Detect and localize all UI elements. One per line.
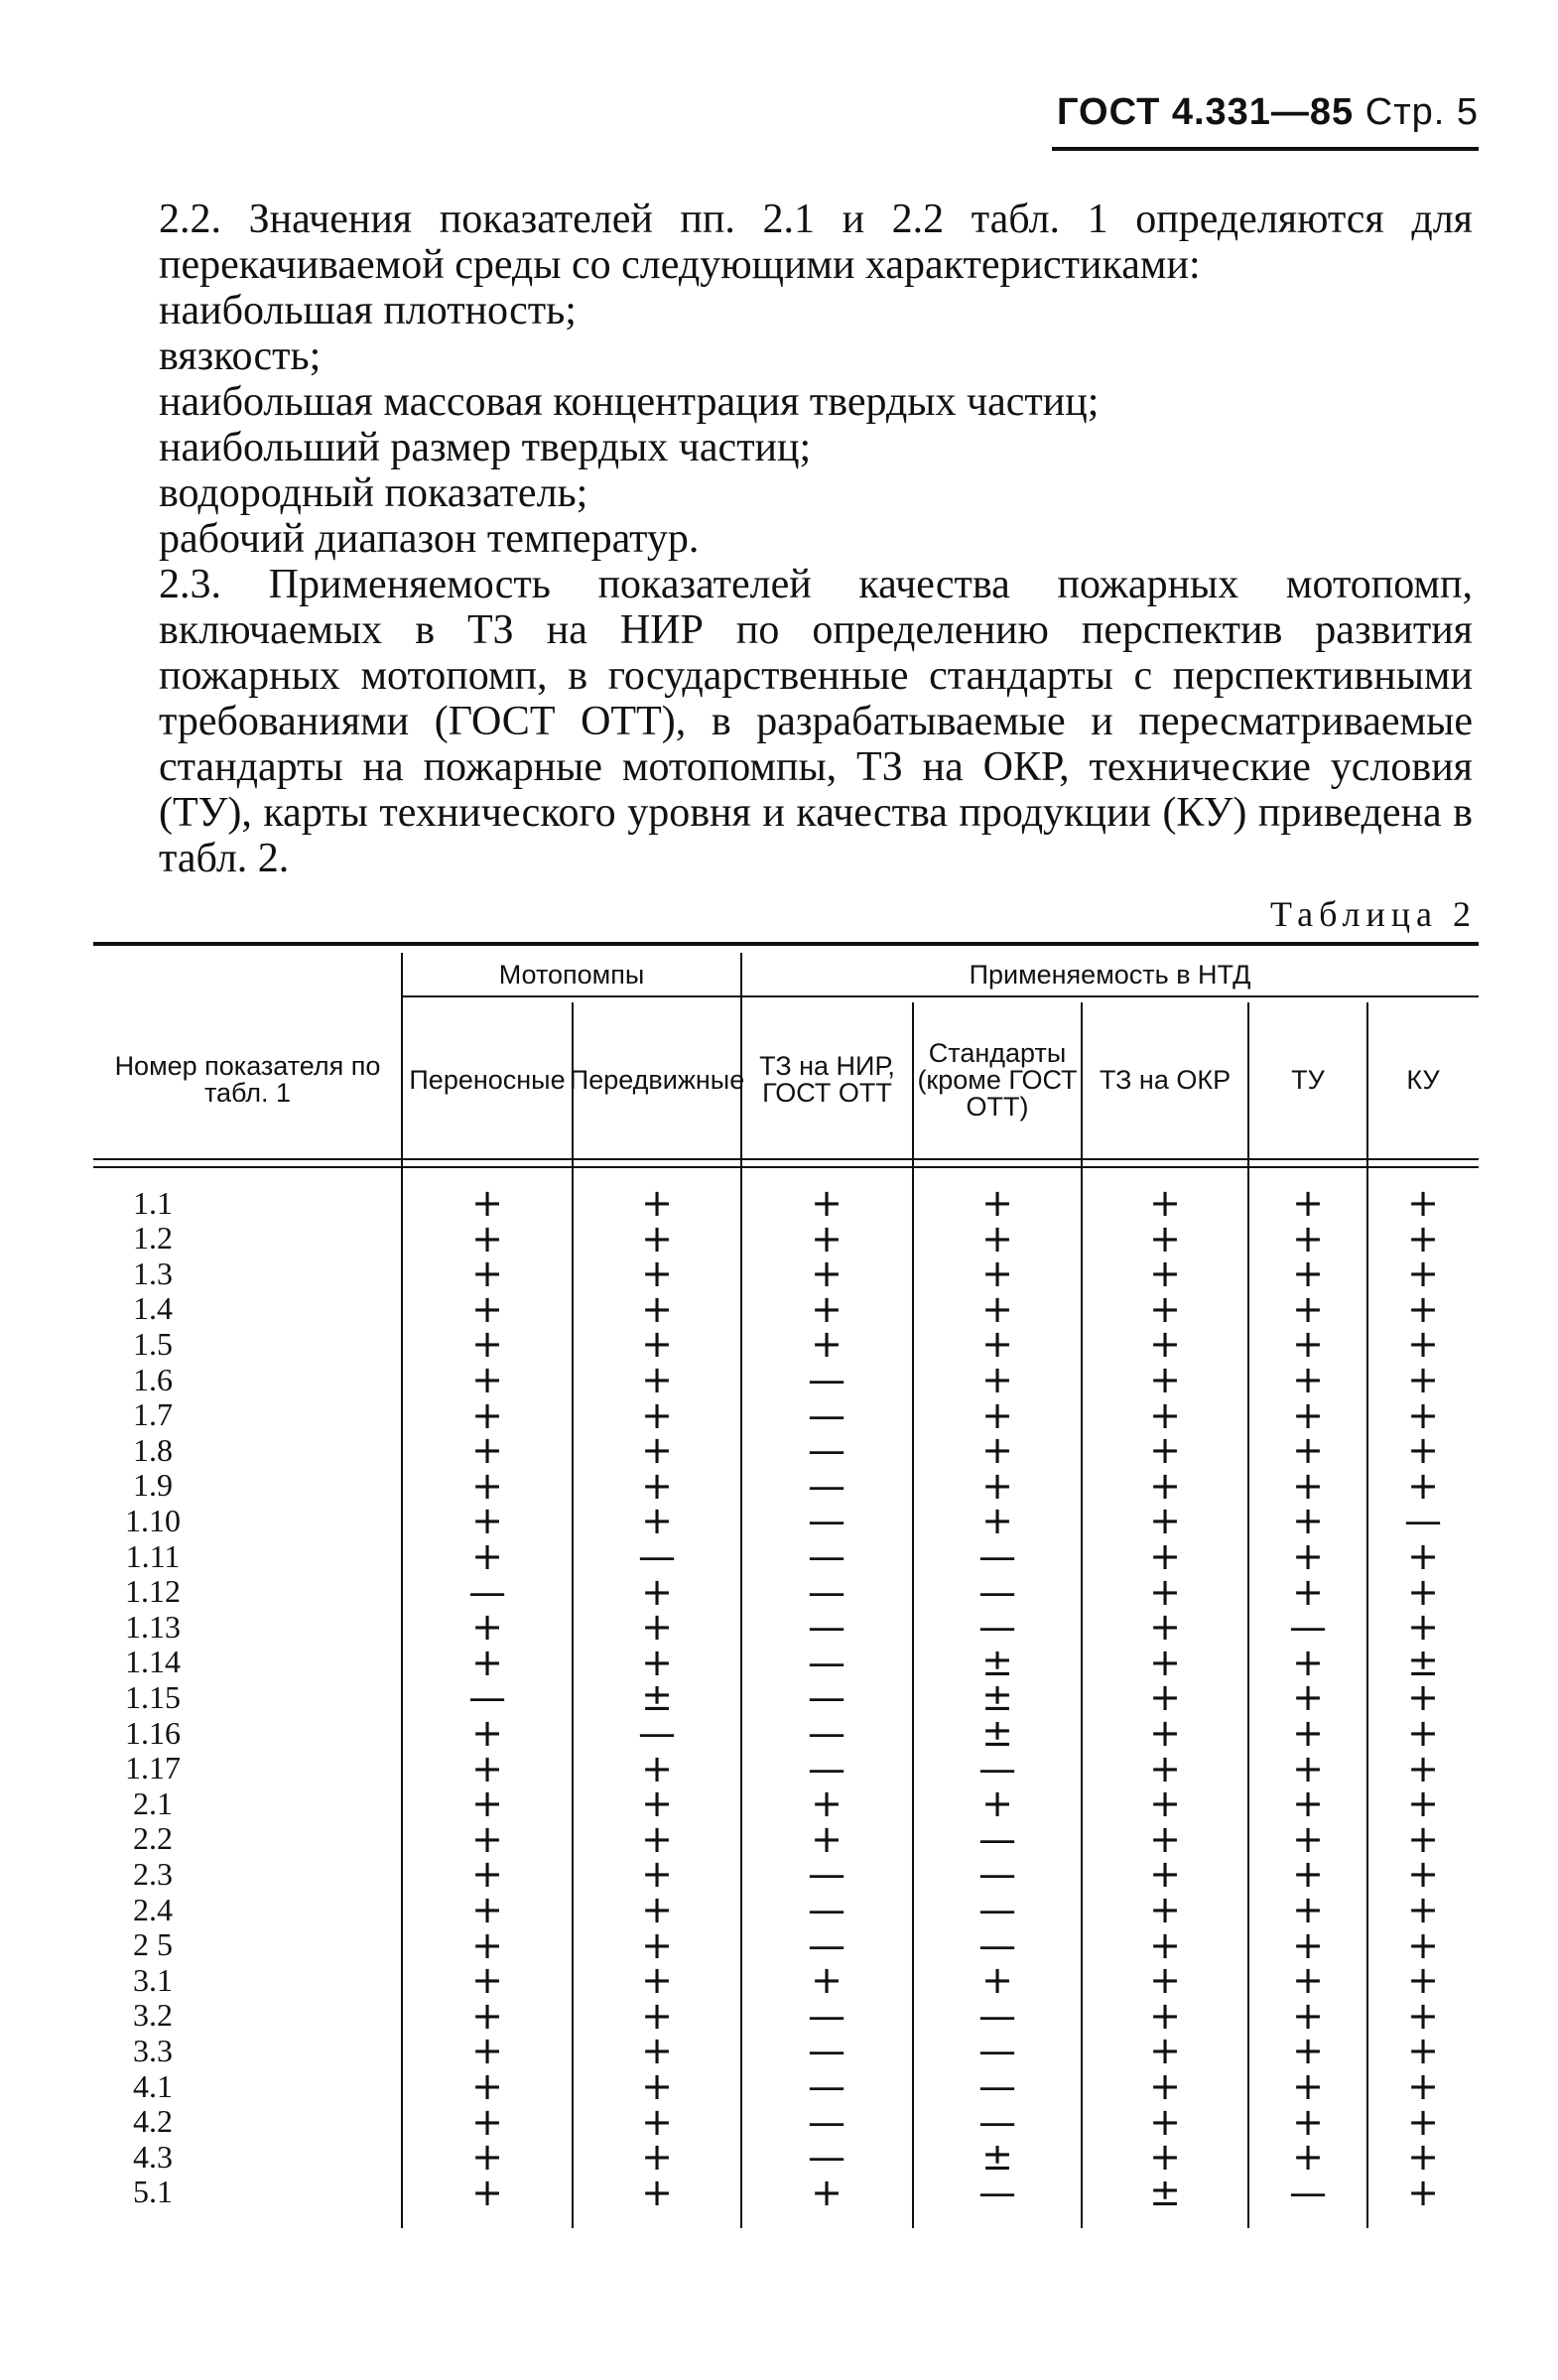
row-number: 1.13 — [125, 1608, 181, 1645]
table-cell: + — [1149, 1852, 1181, 1897]
table-cell: + — [1407, 1216, 1439, 1260]
table-cell: + — [471, 1640, 503, 1684]
table-cell: + — [471, 1534, 503, 1578]
table-cell: + — [471, 2029, 503, 2073]
table-cell: + — [981, 1252, 1013, 1296]
table-row — [93, 1922, 1479, 1967]
row-number: 1.7 — [133, 1396, 173, 1433]
table-cell: — — [808, 1640, 845, 1684]
row-number: 1.15 — [125, 1678, 181, 1715]
table-cell: + — [811, 1782, 843, 1826]
table-cell: + — [1149, 1428, 1181, 1473]
table-cell: + — [1292, 1888, 1324, 1931]
table-cell: + — [1407, 1675, 1439, 1720]
table-row — [93, 1675, 1479, 1720]
col-header-mobile: Передвижные — [569, 1064, 745, 1095]
table-cell: + — [471, 1711, 503, 1755]
table-cell: + — [1292, 1216, 1324, 1260]
table-row — [93, 1428, 1479, 1473]
table-cell: + — [641, 1888, 673, 1931]
table-cell: + — [1292, 1640, 1324, 1684]
list-item: водородный показатель; — [159, 470, 588, 516]
table-cell: + — [811, 1286, 843, 1331]
table-cell: — — [808, 1428, 845, 1473]
row-number: 1.9 — [133, 1467, 173, 1504]
table-cell: — — [808, 1358, 845, 1401]
list-item: вязкость; — [159, 333, 322, 379]
table-cell: + — [641, 1358, 673, 1401]
col-header-standards: Стандарты (кроме ГОСТ ОТТ) — [917, 1037, 1078, 1122]
table-cell: + — [1292, 1286, 1324, 1331]
table-cell: + — [981, 1216, 1013, 1260]
table-row — [93, 1816, 1479, 1861]
row-number: 3.2 — [133, 1997, 173, 2034]
table-cell: — — [638, 1711, 676, 1755]
table-cell: + — [471, 1922, 503, 1967]
table-row — [93, 1746, 1479, 1790]
table-cell: — — [808, 1569, 845, 1614]
table-cell: + — [1292, 1922, 1324, 1967]
table-cell: + — [471, 1181, 503, 1225]
table-cell: + — [1149, 1534, 1181, 1578]
table-cell: — — [978, 1746, 1016, 1790]
table-cell: — — [808, 2029, 845, 2073]
table-cell: + — [1292, 2099, 1324, 2144]
table-cell: + — [1149, 2029, 1181, 2073]
table-cell: + — [981, 1463, 1013, 1508]
table-cell: + — [981, 1782, 1013, 1826]
table-cell: + — [1292, 1852, 1324, 1897]
table-cell: + — [1149, 1286, 1181, 1331]
table-cell: + — [1407, 1922, 1439, 1967]
row-number: 1.14 — [125, 1644, 181, 1680]
table-cell: + — [471, 1605, 503, 1650]
table-row — [93, 1252, 1479, 1296]
table-cell: + — [981, 1392, 1013, 1437]
table-cell: + — [471, 1216, 503, 1260]
row-number: 1.16 — [125, 1714, 181, 1751]
table-cell: — — [978, 1816, 1016, 1861]
table-cell: — — [468, 1569, 506, 1614]
row-number: 2.2 — [133, 1820, 173, 1857]
table-row — [93, 1534, 1479, 1578]
table-cell: + — [1149, 1640, 1181, 1684]
table-cell: + — [1292, 2064, 1324, 2108]
table-cell: + — [811, 2170, 843, 2214]
table-cell: + — [641, 1252, 673, 1296]
table-cell: + — [641, 2170, 673, 2214]
table-cell: — — [808, 1922, 845, 1967]
table-cell: + — [471, 1286, 503, 1331]
table-cell: — — [808, 1746, 845, 1790]
table-cell: + — [471, 1852, 503, 1897]
table-cell: + — [1149, 1993, 1181, 2038]
table-cell: + — [1149, 2135, 1181, 2180]
table-cell: + — [471, 2170, 503, 2214]
table-cell: + — [641, 1286, 673, 1331]
table-cell: + — [471, 2064, 503, 2108]
table-cell: + — [641, 2099, 673, 2144]
table-cell: + — [641, 1816, 673, 1861]
table-row — [93, 1711, 1479, 1755]
table-row — [93, 1958, 1479, 2003]
table-cell: ± — [1407, 1640, 1439, 1684]
table-cell: + — [1149, 1888, 1181, 1931]
col-header-ku: КУ — [1406, 1064, 1440, 1095]
row-number: 1.10 — [125, 1502, 181, 1538]
table-cell: + — [981, 1181, 1013, 1225]
row-number: 4.1 — [133, 2067, 173, 2104]
row-number: 1.11 — [125, 1537, 181, 1574]
table-cell: + — [471, 1816, 503, 1861]
table-row — [93, 1358, 1479, 1401]
table-cell: + — [1407, 1816, 1439, 1861]
row-number: 4.3 — [133, 2138, 173, 2175]
row-number: 2.3 — [133, 1855, 173, 1892]
table-cell: + — [471, 1782, 503, 1826]
table-cell: + — [1407, 1852, 1439, 1897]
table-cell: — — [978, 1993, 1016, 2038]
table-cell: + — [1292, 2135, 1324, 2180]
table-cell: — — [638, 1534, 676, 1578]
table-cell: + — [641, 1216, 673, 1260]
table-row — [93, 2029, 1479, 2073]
table-cell: + — [641, 1569, 673, 1614]
table-cell: + — [1149, 2099, 1181, 2144]
page-number: Стр. 5 — [1364, 91, 1479, 133]
table-cell: — — [978, 1534, 1016, 1578]
table-cell: + — [1149, 1816, 1181, 1861]
table-cell: + — [471, 1746, 503, 1790]
row-number: 1.8 — [133, 1431, 173, 1468]
table-row — [93, 2064, 1479, 2108]
table-cell: + — [981, 1358, 1013, 1401]
table-cell: — — [978, 1922, 1016, 1967]
table-row — [93, 1993, 1479, 2038]
table-cell: + — [981, 1958, 1013, 2003]
table-cell: — — [468, 1675, 506, 1720]
table-cell: + — [1149, 1958, 1181, 2003]
table-row — [93, 1640, 1479, 1684]
table-cell: + — [1292, 1746, 1324, 1790]
table-row — [93, 1463, 1479, 1508]
table-cell: + — [641, 2135, 673, 2180]
list-item: наибольшая массовая концентрация твердых частиц; — [159, 379, 1100, 425]
table-cell: — — [808, 2099, 845, 2144]
table-row — [93, 1286, 1479, 1331]
table-row — [93, 1322, 1479, 1367]
table-cell: + — [641, 1322, 673, 1367]
table-row — [93, 2099, 1479, 2144]
table-caption: Таблица 2 — [1270, 894, 1477, 934]
table-cell: + — [1292, 1816, 1324, 1861]
table-cell: + — [471, 1993, 503, 2038]
row-number: 1.12 — [125, 1573, 181, 1610]
table-cell: + — [1407, 1605, 1439, 1650]
list-item: наибольшая плотность; — [159, 288, 577, 333]
row-number-header: Номер показателя по табл. 1 — [114, 1051, 381, 1108]
table-cell: — — [1289, 2170, 1327, 2214]
table-cell: + — [1292, 1711, 1324, 1755]
table-cell: + — [641, 2029, 673, 2073]
table-cell: ± — [981, 1675, 1013, 1720]
table-cell: — — [808, 1993, 845, 2038]
table-row — [93, 2135, 1479, 2180]
table-cell: + — [1407, 1534, 1439, 1578]
table-cell: + — [1407, 1463, 1439, 1508]
table-cell: + — [1149, 1358, 1181, 1401]
applicability-header: Применяемость в НТД — [969, 959, 1251, 990]
table-cell: + — [1292, 1782, 1324, 1826]
table-cell: — — [808, 2064, 845, 2108]
table-cell: + — [1407, 1322, 1439, 1367]
table-cell: + — [811, 1816, 843, 1861]
table-cell: + — [1292, 1463, 1324, 1508]
table-cell: — — [808, 1675, 845, 1720]
table-cell: + — [471, 1392, 503, 1437]
row-number: 5.1 — [133, 2174, 173, 2210]
table-cell: + — [1407, 2099, 1439, 2144]
col-header-portable: Переносные — [409, 1064, 566, 1095]
table-cell: + — [641, 1922, 673, 1967]
list-item: рабочий диапазон температур. — [159, 516, 700, 562]
table-cell: + — [641, 1993, 673, 2038]
table-cell: + — [981, 1499, 1013, 1543]
col-header-tz-okr: ТЗ на ОКР — [1099, 1064, 1232, 1095]
table-cell: + — [1407, 1252, 1439, 1296]
table-cell: — — [978, 1888, 1016, 1931]
table-cell: + — [641, 1463, 673, 1508]
table-cell: + — [981, 1322, 1013, 1367]
table-cell: + — [811, 1216, 843, 1260]
table-cell: — — [978, 2170, 1016, 2214]
standard-number: ГОСТ 4.331—85 — [1056, 91, 1355, 133]
table-cell: + — [1292, 1958, 1324, 2003]
table-cell: — — [978, 1852, 1016, 1897]
table-top-rule — [93, 942, 1479, 946]
table-cell: + — [471, 2099, 503, 2144]
table-cell: + — [981, 1286, 1013, 1331]
table-cell: + — [811, 1958, 843, 2003]
table-cell: + — [1149, 1605, 1181, 1650]
motopumps-header: Мотопомпы — [498, 959, 645, 990]
table-cell: + — [1149, 1782, 1181, 1826]
table-cell: + — [641, 1428, 673, 1473]
table-cell: — — [808, 1392, 845, 1437]
table-cell: — — [808, 1852, 845, 1897]
table-cell: + — [1149, 1746, 1181, 1790]
table-cell: + — [1407, 1782, 1439, 1826]
table-cell: + — [1407, 1569, 1439, 1614]
table-cell: + — [641, 1746, 673, 1790]
table-cell: + — [641, 1181, 673, 1225]
table-cell: + — [1407, 2029, 1439, 2073]
table-cell: + — [1292, 1499, 1324, 1543]
table-cell: + — [1407, 2170, 1439, 2214]
table-cell: ± — [981, 1640, 1013, 1684]
table-cell: + — [471, 1463, 503, 1508]
table-cell: + — [471, 1958, 503, 2003]
table-cell: — — [808, 1499, 845, 1543]
table-cell: + — [471, 1428, 503, 1473]
row-number: 1.1 — [133, 1184, 173, 1221]
table-row — [93, 1852, 1479, 1897]
table-cell: + — [1149, 1569, 1181, 1614]
row-number: 1.4 — [133, 1290, 173, 1327]
table-cell: ± — [641, 1675, 673, 1720]
table-row — [93, 1216, 1479, 1260]
table-cell: + — [641, 1958, 673, 2003]
row-number: 2 5 — [133, 1926, 173, 1963]
table-cell: + — [811, 1181, 843, 1225]
table-cell: + — [1149, 1463, 1181, 1508]
table-cell: — — [978, 2029, 1016, 2073]
table-cell: ± — [981, 2135, 1013, 2180]
table-cell: + — [471, 1358, 503, 1401]
table-cell: — — [808, 1605, 845, 1650]
table-cell: + — [1292, 1428, 1324, 1473]
table-cell: + — [1149, 1252, 1181, 1296]
table-cell: + — [1149, 1216, 1181, 1260]
table-cell: + — [1149, 1322, 1181, 1367]
table-cell: + — [641, 1392, 673, 1437]
table-cell: + — [1407, 1358, 1439, 1401]
table-cell: + — [1149, 1392, 1181, 1437]
table-cell: + — [1292, 1993, 1324, 2038]
table-cell: — — [978, 2099, 1016, 2144]
row-number: 1.3 — [133, 1255, 173, 1291]
table-row — [93, 1888, 1479, 1931]
table-cell: + — [1407, 1392, 1439, 1437]
row-number: 1.2 — [133, 1220, 173, 1256]
table-cell: + — [1292, 1569, 1324, 1614]
table-cell: + — [1149, 1922, 1181, 1967]
table-cell: — — [808, 2135, 845, 2180]
table-cell: + — [981, 1428, 1013, 1473]
table-cell: + — [1149, 2064, 1181, 2108]
table-cell: + — [1292, 1534, 1324, 1578]
table-cell: + — [1149, 1711, 1181, 1755]
table-cell: + — [471, 1322, 503, 1367]
row-number: 2.4 — [133, 1891, 173, 1927]
col-header-tu: ТУ — [1291, 1064, 1325, 1095]
table-cell: + — [1292, 1358, 1324, 1401]
row-number: 3.1 — [133, 1961, 173, 1998]
table-cell: — — [808, 1711, 845, 1755]
table-cell: + — [641, 1499, 673, 1543]
col-header-tz-nir: ТЗ на НИР, ГОСТ ОТТ — [759, 1051, 895, 1108]
table-cell: + — [1149, 1499, 1181, 1543]
table-cell: — — [978, 2064, 1016, 2108]
row-number: 1.17 — [125, 1750, 181, 1786]
table-cell: + — [1407, 1286, 1439, 1331]
paragraph-2-2: 2.2. Значения показателей пп. 2.1 и 2.2 табл. 1 определяются для перекачиваемой среды со следующими характеристиками: — [159, 197, 1473, 288]
table-cell: + — [1292, 1252, 1324, 1296]
row-number: 1.5 — [133, 1325, 173, 1362]
table-cell: + — [1292, 1322, 1324, 1367]
table-cell: + — [641, 1782, 673, 1826]
table-cell: + — [1407, 1181, 1439, 1225]
table-cell: + — [1407, 1428, 1439, 1473]
table-cell: — — [1289, 1605, 1327, 1650]
table-cell: — — [978, 1569, 1016, 1614]
row-number: 4.2 — [133, 2103, 173, 2140]
table-cell: + — [811, 1322, 843, 1367]
table-row — [93, 1499, 1479, 1543]
table-cell: + — [1149, 1181, 1181, 1225]
list-item: наибольший размер твердых частиц; — [159, 425, 812, 470]
table-cell: + — [471, 1499, 503, 1543]
table-cell: + — [471, 2135, 503, 2180]
table-row — [93, 1782, 1479, 1826]
table-cell: — — [978, 1605, 1016, 1650]
table-cell: + — [1407, 1993, 1439, 2038]
table-cell: + — [1149, 1675, 1181, 1720]
table-cell: + — [1407, 2064, 1439, 2108]
row-number: 1.6 — [133, 1361, 173, 1397]
table-cell: + — [641, 2064, 673, 2108]
table-cell: + — [1407, 1746, 1439, 1790]
table-row — [93, 1392, 1479, 1437]
table-cell: + — [1407, 1888, 1439, 1931]
table-cell: + — [1292, 1181, 1324, 1225]
table-cell: ± — [981, 1711, 1013, 1755]
table-cell: + — [1292, 1675, 1324, 1720]
table-cell: + — [641, 1852, 673, 1897]
table-cell: + — [641, 1640, 673, 1684]
table-cell: + — [1292, 2029, 1324, 2073]
table-cell: + — [811, 1252, 843, 1296]
table-cell: — — [808, 1534, 845, 1578]
table-cell: ± — [1149, 2170, 1181, 2214]
table-cell: + — [471, 1252, 503, 1296]
paragraph-2-3: 2.3. Применяемость показателей качества пожарных мотопомп, включаемых в ТЗ на НИР по определению перспектив развития пожарных мотопомп, в государственные стандарты с перспективными требованиями (ГОСТ ОТТ), в разрабатываемые и пересматриваемые стандарты на пожарные мотопомпы, ТЗ на ОКР, технические условия (ТУ), карты технического уровня и качества продукции (КУ) приведена в табл. 2. — [159, 562, 1473, 881]
table-cell: + — [1292, 1392, 1324, 1437]
table-row — [93, 1605, 1479, 1650]
row-number: 2.1 — [133, 1785, 173, 1821]
table-cell: + — [471, 1888, 503, 1931]
table-cell: — — [808, 1463, 845, 1508]
table-row — [93, 2170, 1479, 2214]
table-row — [93, 1569, 1479, 1614]
table-cell: — — [808, 1888, 845, 1931]
table-cell: + — [1407, 1711, 1439, 1755]
table-cell: — — [1404, 1499, 1442, 1543]
table-row — [93, 1181, 1479, 1225]
row-number: 3.3 — [133, 2032, 173, 2068]
table-cell: + — [1407, 1958, 1439, 2003]
table-cell: + — [641, 1605, 673, 1650]
table-cell: + — [1407, 2135, 1439, 2180]
